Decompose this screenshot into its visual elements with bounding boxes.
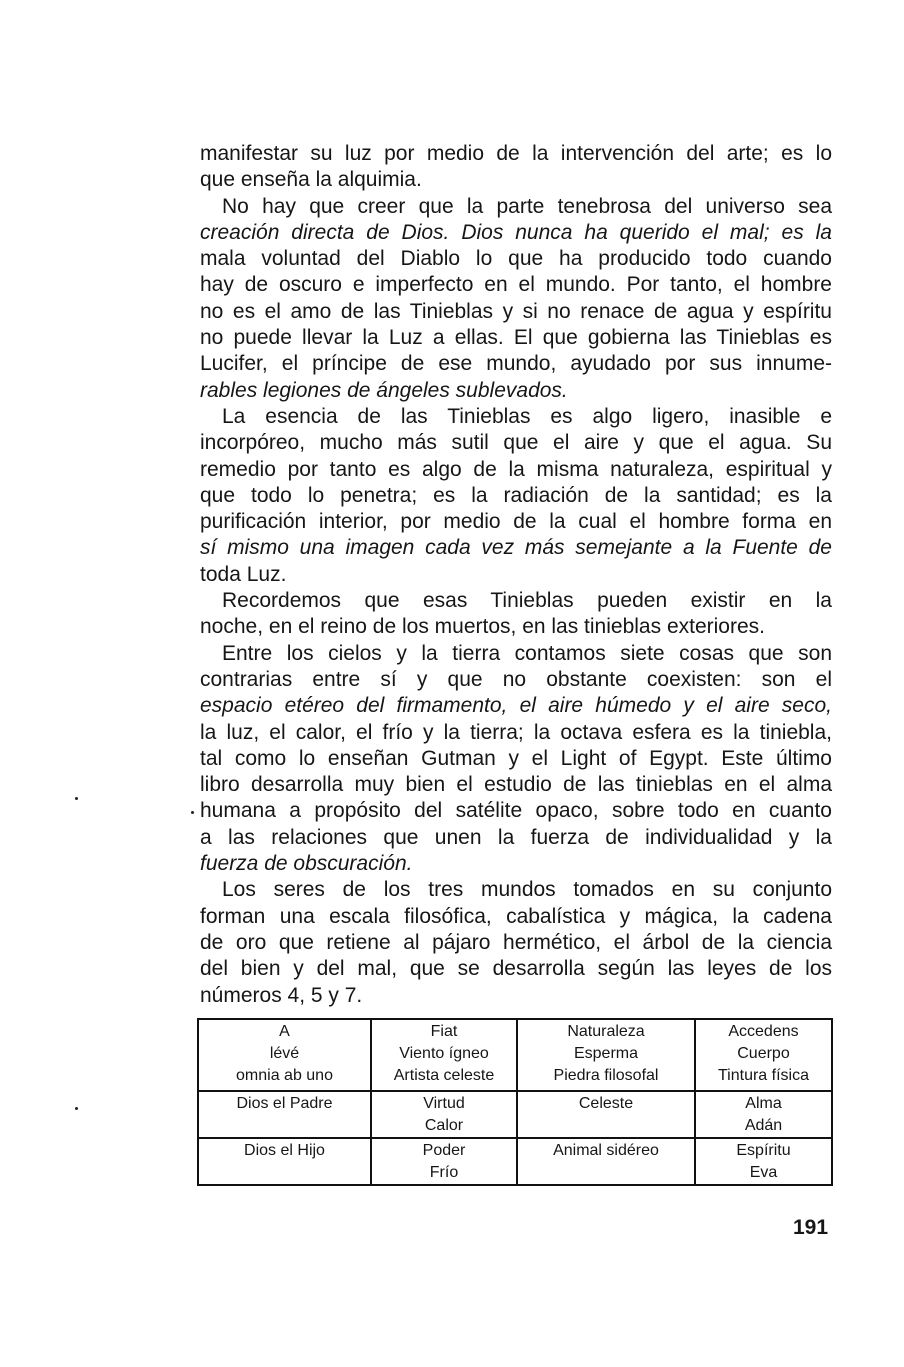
table-cell: Accedens Cuerpo Tintura física [696, 1020, 831, 1092]
text-line: espacio etéreo del firmamento, el aire húmedo y el aire seco, [200, 694, 832, 718]
text-line: tal como lo enseñan Gutman y el Light of Egypt. Este último [200, 746, 832, 770]
paragraph-6 [200, 877, 832, 1008]
text-line: manifestar su luz por medio de la intervención del arte; es lo [200, 142, 832, 165]
margin-dot [75, 797, 78, 800]
text-line: que todo lo penetra; es la radiación de la santidad; es la [200, 483, 832, 507]
text-line: incorpóreo, mucho más sutil que el aire y que el agua. Su [200, 431, 832, 455]
text-line: forman una escala filosófica, cabalística y mágica, la cadena [200, 904, 832, 928]
text-line: creación directa de Dios. Dios nunca ha querido el mal; es la [200, 220, 832, 244]
text-line: no es el amo de las Tinieblas y si no renace de agua y espíritu [200, 299, 832, 323]
text-line: mala voluntad del Diablo lo que ha producido todo cuando [200, 247, 832, 271]
text-line: no puede llevar la Luz a ellas. El que gobierna las Tinieblas es [200, 326, 832, 350]
text-line: hay de oscuro e imperfecto en el mundo. Por tanto, el hombre [200, 273, 832, 297]
paragraph-4 [200, 588, 832, 641]
table-cell: Poder Frío [372, 1139, 518, 1184]
paragraph-2 [200, 194, 832, 404]
text-line: la luz, el calor, el frío y la tierra; la octava esfera es la tiniebla, [200, 720, 832, 744]
text-line: noche, en el reino de los muertos, en las tinieblas exteriores. [200, 615, 765, 639]
table-cell: Espíritu Eva [736, 1142, 791, 1181]
text-line: que enseña la alquimia. [200, 168, 422, 192]
text-line: toda Luz. [200, 562, 287, 586]
table-cell: A lévé omnia ab uno [199, 1020, 372, 1092]
table-cell: Celeste [518, 1092, 696, 1139]
table-cell: Dios el Hijo [199, 1139, 372, 1184]
text-line: purificación interior, por medio de la cual el hombre forma en [200, 510, 832, 534]
text-line: Los seres de los tres mundos tomados en su conjunto [222, 878, 832, 902]
table-cell: Animal sidéreo [518, 1139, 696, 1184]
text-line: sí mismo una imagen cada vez más semejante a la Fuente de [200, 536, 832, 560]
table-cell: Naturaleza Esperma Piedra filosofal [518, 1020, 696, 1092]
correspondence-table [197, 1018, 833, 1186]
table-cell: Alma Adán [696, 1092, 831, 1139]
page-number: 191 [793, 1216, 829, 1239]
text-line: Recordemos que esas Tinieblas pueden existir en la [222, 589, 832, 613]
text-line: contrarias entre sí y que no obstante coexisten: son el [200, 667, 832, 691]
table-cell: Dios el Padre [199, 1092, 372, 1139]
margin-dot [75, 1107, 78, 1110]
text-line: de oro que retiene al pájaro hermético, el árbol de la ciencia [200, 930, 832, 954]
text-line: remedio por tanto es algo de la misma naturaleza, espiritual y [200, 457, 832, 481]
text-line: fuerza de obscuración. [200, 852, 413, 876]
text-line: La esencia de las Tinieblas es algo ligero, inasible e [222, 404, 832, 428]
text-line: humana a propósito del satélite opaco, sobre todo en cuanto [200, 799, 832, 823]
table-cell: Fiat Viento ígneo Artista celeste [372, 1020, 518, 1092]
paragraph-1 [200, 141, 832, 194]
text-line: Entre los cielos y la tierra contamos siete cosas que son [222, 641, 832, 665]
paragraph-5 [200, 641, 832, 878]
text-line: del bien y del mal, que se desarrolla según las leyes de los [200, 957, 832, 981]
text-line: rables legiones de ángeles sublevados. [200, 378, 568, 402]
text-line: Lucifer, el príncipe de ese mundo, ayudado por sus innume- [200, 352, 832, 376]
table-cell: Virtud Calor [372, 1092, 518, 1139]
text-line: números 4, 5 y 7. [200, 983, 363, 1007]
body-text [200, 141, 832, 1009]
text-line: libro desarrolla muy bien el estudio de las tinieblas en el alma [200, 773, 832, 797]
margin-dot [191, 811, 194, 814]
paragraph-3 [200, 404, 832, 588]
text-line: a las relaciones que unen la fuerza de individualidad y la [200, 825, 832, 849]
text-line: No hay que creer que la parte tenebrosa del universo sea [222, 194, 832, 218]
